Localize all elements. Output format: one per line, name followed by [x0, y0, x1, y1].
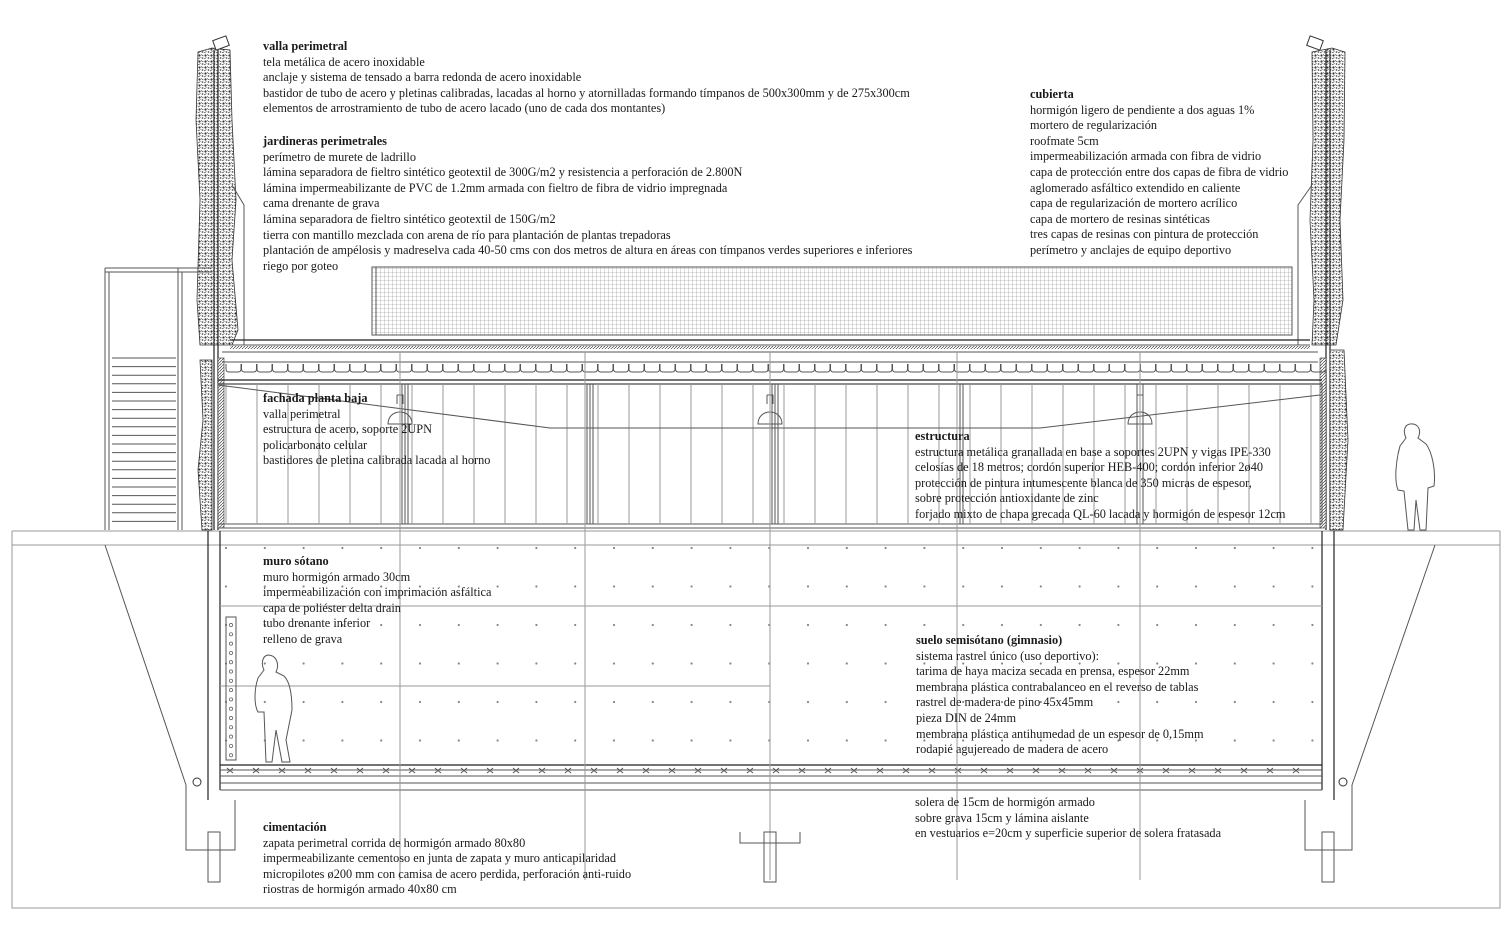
note-line: plantación de ampélosis y madreselva cada 40-50 cms con dos metros de altura en áreas con tímpanos verdes superiores e inferiores — [263, 243, 913, 258]
wall-tie-dot — [1001, 547, 1003, 549]
wall-bars — [226, 617, 236, 760]
deck-rib — [412, 364, 427, 372]
wall-tie-dot — [1311, 701, 1313, 703]
wall-tie-dot — [691, 662, 693, 664]
wall-tie-dot — [1311, 624, 1313, 626]
wall-tie-dot — [264, 701, 266, 703]
wall-tie-dot — [846, 624, 848, 626]
wall-tie-dot — [807, 547, 809, 549]
wall-tie-dot — [341, 701, 343, 703]
wall-tie-dot — [652, 585, 654, 587]
deck-rib — [691, 364, 706, 372]
deck-rib — [1218, 364, 1233, 372]
wall-tie-dot — [729, 701, 731, 703]
wall-tie-dot — [303, 701, 305, 703]
wall-bar-hole — [229, 670, 232, 673]
wall-tie-dot — [535, 624, 537, 626]
wall-tie-dot — [535, 585, 537, 587]
wall-tie-dot — [729, 662, 731, 664]
wall-tie-dot — [380, 701, 382, 703]
note-line: perímetro de murete de ladrillo — [263, 149, 416, 164]
wall-bar-hole — [229, 707, 232, 710]
wall-tie-dot — [574, 547, 576, 549]
deck-rib — [443, 364, 458, 372]
note-line: perímetro y anclajes de equipo deportivo — [1030, 242, 1232, 257]
wall-tie-dot — [574, 585, 576, 587]
deck-rib — [846, 364, 861, 372]
wall-bar-hole — [229, 623, 232, 626]
wall-tie-dot — [303, 739, 305, 741]
note-line: lámina separadora de fieltro sintético geotextil de 150G/m2 — [263, 211, 556, 226]
deck-rib — [970, 364, 985, 372]
wall-tie-dot — [613, 585, 615, 587]
wall-tie-dot — [419, 547, 421, 549]
wall-tie-dot — [574, 701, 576, 703]
wall-tie-dot — [497, 547, 499, 549]
wall-tie-dot — [652, 701, 654, 703]
wall-bar-hole — [229, 754, 232, 757]
wall-tie-dot — [885, 585, 887, 587]
note-line: impermeabilizante cementoso en junta de zapata y muro anticapilaridad — [263, 851, 617, 866]
wall-tie-dot — [458, 739, 460, 741]
wall-bar-hole — [229, 735, 232, 738]
wall-tie-dot — [1234, 662, 1236, 664]
wall-tie-dot — [652, 547, 654, 549]
note-line: anclaje y sistema de tensado a barra redonda de acero inoxidable — [263, 70, 582, 85]
wall-tie-dot — [1234, 624, 1236, 626]
deck-rib — [366, 364, 381, 372]
deck-rib — [1032, 364, 1047, 372]
note-line: rodapié agujereado de madera de acero — [916, 742, 1109, 757]
deck-rib — [304, 364, 319, 372]
note-line: cama drenante de grava — [263, 196, 380, 211]
wall-tie-dot — [574, 662, 576, 664]
wall-tie-dot — [1156, 547, 1158, 549]
wall-tie-dot — [729, 739, 731, 741]
deck-rib — [986, 364, 1001, 372]
note-line: roofmate 5cm — [1030, 133, 1099, 148]
wall-tie-dot — [691, 624, 693, 626]
roof-fence — [372, 267, 1292, 335]
deck-rib — [753, 364, 768, 372]
deck-rib — [722, 364, 737, 372]
wall-tie-dot — [1079, 547, 1081, 549]
deck-rib — [397, 364, 412, 372]
deck-rib — [490, 364, 505, 372]
note-valla-perimetral — [263, 39, 910, 117]
deck-rib — [1296, 364, 1311, 372]
wall-bar-hole — [229, 744, 232, 747]
wall-bar-hole — [229, 698, 232, 701]
wall-bar-hole — [229, 651, 232, 654]
note-title: cubierta — [1030, 87, 1074, 101]
wall-tie-dot — [264, 547, 266, 549]
wall-tie-dot — [303, 662, 305, 664]
wall-tie-dot — [846, 547, 848, 549]
note-line: protección de pintura intumescente blanca de 350 micras de espesor, — [915, 475, 1252, 490]
note-fachada-planta-baja — [263, 391, 490, 469]
note-cubierta — [1030, 87, 1288, 259]
deck-rib — [738, 364, 753, 372]
wall-tie-dot — [1040, 547, 1042, 549]
deck-rib — [1156, 364, 1171, 372]
spotlight-icon-left — [213, 36, 230, 50]
human-figure-upper-right — [1396, 424, 1435, 530]
deck-rib — [521, 364, 536, 372]
note-line: forjado mixto de chapa grecada QL-60 lacada y hormigón de espesor 12cm — [915, 506, 1286, 521]
wall-tie-dot — [419, 662, 421, 664]
note-suelo-semisotano — [916, 633, 1204, 758]
deck-rib — [350, 364, 365, 372]
wall-tie-dot — [1156, 585, 1158, 587]
wall-tie-dot — [1195, 585, 1197, 587]
note-line: tres capas de resinas con pintura de protección — [1030, 227, 1259, 242]
note-line: riego por goteo — [263, 258, 339, 273]
deck-rib — [660, 364, 675, 372]
wall-tie-dot — [807, 662, 809, 664]
wall-tie-dot — [458, 547, 460, 549]
note-muro-sotano — [263, 554, 491, 648]
wall-tie-dot — [962, 585, 964, 587]
deck-rib — [552, 364, 567, 372]
wall-tie-dot — [1273, 701, 1275, 703]
wall-tie-dot — [574, 624, 576, 626]
wall-tie-dot — [1079, 585, 1081, 587]
wall-bar-hole — [229, 661, 232, 664]
deck-rib — [1094, 364, 1109, 372]
note-jardineras-perimetrales — [263, 134, 912, 274]
wall-tie-dot — [962, 547, 964, 549]
deck-rib — [1141, 364, 1156, 372]
wall-tie-dot — [1273, 547, 1275, 549]
wall-tie-dot — [652, 662, 654, 664]
deck-rib — [1249, 364, 1264, 372]
deck-rib — [319, 364, 334, 372]
wall-tie-dot — [846, 701, 848, 703]
wall-tie-dot — [497, 662, 499, 664]
deck-rib — [831, 364, 846, 372]
wall-tie-dot — [1001, 624, 1003, 626]
wall-tie-dot — [885, 624, 887, 626]
wall-tie-dot — [1040, 624, 1042, 626]
wall-tie-dot — [1273, 662, 1275, 664]
deck-rib — [1234, 364, 1249, 372]
right-planter-wall — [1298, 36, 1348, 530]
wall-tie-dot — [613, 739, 615, 741]
wall-tie-dot — [535, 701, 537, 703]
wall-tie-dot — [1040, 585, 1042, 587]
deck-rib — [226, 364, 241, 372]
note-line: sobre grava 15cm y lámina aislante — [915, 810, 1089, 825]
deck-rib — [567, 364, 582, 372]
note-title: fachada planta baja — [263, 391, 368, 405]
note-line: estructura de acero, soporte 2UPN — [263, 422, 433, 437]
note-title: cimentación — [263, 820, 327, 834]
deck-rib — [645, 364, 660, 372]
note-title: jardineras perimetrales — [263, 134, 387, 148]
note-line: impermeabilización armada con fibra de vidrio — [1030, 149, 1262, 164]
note-cimentacion — [263, 820, 631, 898]
deck-rib — [1187, 364, 1202, 372]
deck-rib — [1172, 364, 1187, 372]
note-line: mortero de regularización — [1030, 118, 1158, 133]
deck-rib — [598, 364, 613, 372]
facade-column — [772, 384, 778, 524]
deck-rib — [707, 364, 722, 372]
wall-tie-dot — [807, 624, 809, 626]
deck-rib — [1017, 364, 1032, 372]
wall-tie-dot — [1234, 701, 1236, 703]
deck-rib — [862, 364, 877, 372]
note-line: tela metálica de acero inoxidable — [263, 54, 425, 69]
facade-column — [587, 384, 593, 524]
wall-tie-dot — [1117, 547, 1119, 549]
wall-tie-dot — [458, 662, 460, 664]
wall-bar-hole — [229, 633, 232, 636]
wall-bar-hole — [229, 689, 232, 692]
deck-rib — [769, 364, 784, 372]
note-line: policarbonato celular — [263, 437, 368, 452]
wall-tie-dot — [923, 624, 925, 626]
note-estructura — [915, 429, 1285, 523]
wall-tie-dot — [419, 701, 421, 703]
deck-rib — [273, 364, 288, 372]
deck-rib — [815, 364, 830, 372]
wall-tie-dot — [1311, 585, 1313, 587]
note-line: rastrel de madera de pino 45x45mm — [916, 695, 1094, 710]
deck-rib — [428, 364, 443, 372]
wall-tie-dot — [691, 585, 693, 587]
wall-tie-dot — [1234, 547, 1236, 549]
wall-tie-dot — [341, 739, 343, 741]
deck-rib — [1048, 364, 1063, 372]
note-line: membrana plástica antihumedad de un espesor de 0,15mm — [916, 726, 1204, 741]
deck-rib — [893, 364, 908, 372]
note-line: bastidores de pletina calibrada lacada al horno — [263, 453, 491, 468]
wall-tie-dot — [1156, 624, 1158, 626]
note-title: muro sótano — [263, 554, 329, 568]
left-planter-wall — [196, 36, 244, 530]
deck-rib — [939, 364, 954, 372]
wall-tie-dot — [535, 662, 537, 664]
wall-tie-dot — [846, 662, 848, 664]
note-line: capa de regularización de mortero acrílico — [1030, 196, 1238, 211]
wall-tie-dot — [652, 624, 654, 626]
wall-tie-dot — [458, 701, 460, 703]
note-line: en vestuarios e=20cm y superficie superior de solera fratasada — [915, 826, 1222, 841]
wall-tie-dot — [1079, 624, 1081, 626]
deck-rib — [1280, 364, 1295, 372]
note-line: bastidor de tubo de acero y pletinas calibradas, lacadas al horno y atornilladas formando tímpanos de 500x300mm y de 275x300cm — [263, 85, 910, 100]
wall-tie-dot — [613, 662, 615, 664]
deck-rib — [1079, 364, 1094, 372]
note-line: estructura metálica granallada en base a soportes 2UPN y vigas IPE-330 — [915, 444, 1271, 459]
wall-tie-dot — [613, 547, 615, 549]
wall-tie-dot — [923, 547, 925, 549]
wall-tie-dot — [341, 662, 343, 664]
deck-rib — [335, 364, 350, 372]
note-line: elementos de arrostramiento de tubo de acero lacado (uno de cada dos montantes) — [263, 101, 666, 116]
deck-rib — [536, 364, 551, 372]
note-line: riostras de hormigón armado 40x80 cm — [263, 882, 457, 897]
note-line: capa de mortero de resinas sintéticas — [1030, 211, 1210, 226]
note-line: sistema rastrel único (uso deportivo): — [916, 648, 1100, 663]
deck-rib — [924, 364, 939, 372]
deck-rib — [676, 364, 691, 372]
wall-tie-dot — [691, 547, 693, 549]
wall-tie-dot — [497, 585, 499, 587]
deck-rib — [459, 364, 474, 372]
wall-tie-dot — [1273, 624, 1275, 626]
wall-tie-dot — [303, 547, 305, 549]
wall-tie-dot — [885, 547, 887, 549]
wall-tie-dot — [341, 547, 343, 549]
wall-tie-dot — [729, 624, 731, 626]
wall-tie-dot — [380, 547, 382, 549]
wall-tie-dot — [807, 701, 809, 703]
deck-rib — [800, 364, 815, 372]
wall-tie-dot — [1234, 739, 1236, 741]
note-line: impermeabilización con imprimación asfáltica — [263, 585, 492, 600]
deck-rib — [288, 364, 303, 372]
wall-tie-dot — [846, 585, 848, 587]
wall-tie-dot — [1273, 585, 1275, 587]
left-staircase — [105, 268, 212, 530]
wall-tie-dot — [729, 547, 731, 549]
deck-rib — [614, 364, 629, 372]
note-solera — [915, 795, 1221, 842]
wall-tie-dot — [264, 662, 266, 664]
wall-tie-dot — [846, 739, 848, 741]
note-line: celosías de 18 metros; cordón superior HEB-400; cordón inferior 2ø40 — [915, 460, 1263, 475]
note-line: micropilotes ø200 mm con camisa de acero perdida, perforación anti-ruido — [263, 866, 632, 881]
wall-tie-dot — [1117, 624, 1119, 626]
wall-tie-dot — [613, 624, 615, 626]
note-line: valla perimetral — [263, 406, 341, 421]
note-title: suelo semisótano (gimnasio) — [916, 633, 1063, 647]
wall-bar-hole — [229, 716, 232, 719]
note-line: tierra con mantillo mezclada con arena de río para plantación de plantas trepadoras — [263, 227, 671, 242]
wall-tie-dot — [885, 662, 887, 664]
note-line: tarima de haya maciza secada en prensa, espesor 22mm — [916, 664, 1190, 679]
wall-tie-dot — [1311, 662, 1313, 664]
wall-bar-hole — [229, 726, 232, 729]
wall-tie-dot — [691, 701, 693, 703]
deck-rib — [877, 364, 892, 372]
note-line: lámina separadora de fieltro sintético geotextil de 300G/m2 y resistencia a perforación de 2.800N — [263, 165, 743, 180]
wall-tie-dot — [613, 701, 615, 703]
wall-tie-dot — [574, 739, 576, 741]
wall-tie-dot — [1273, 739, 1275, 741]
deck-rib — [1125, 364, 1140, 372]
note-line: aglomerado asfáltico extendido en caliente — [1030, 180, 1241, 195]
note-line: capa de poliéster delta drain — [263, 600, 401, 615]
note-line: muro hormigón armado 30cm — [263, 569, 411, 584]
wall-tie-dot — [885, 739, 887, 741]
wall-tie-dot — [1234, 585, 1236, 587]
deck-rib — [1110, 364, 1125, 372]
wall-tie-dot — [497, 624, 499, 626]
human-figure-basement — [255, 655, 292, 762]
deck-rib — [784, 364, 799, 372]
wall-tie-dot — [1117, 585, 1119, 587]
wall-bar-hole — [229, 642, 232, 645]
ground-frame — [12, 531, 1500, 908]
deck-rib — [629, 364, 644, 372]
wall-tie-dot — [1195, 547, 1197, 549]
wall-tie-dot — [535, 739, 537, 741]
wall-tie-dot — [225, 585, 227, 587]
deck-rib — [381, 364, 396, 372]
wall-tie-dot — [807, 585, 809, 587]
wall-tie-dot — [380, 739, 382, 741]
wall-tie-dot — [962, 624, 964, 626]
wall-tie-dot — [885, 701, 887, 703]
deck-rib — [1001, 364, 1016, 372]
wall-tie-dot — [691, 739, 693, 741]
spotlight-icon-right — [1307, 36, 1324, 50]
note-title: valla perimetral — [263, 39, 348, 53]
deck-rib — [908, 364, 923, 372]
roof-slab — [218, 340, 1326, 384]
note-line: tubo drenante inferior — [263, 616, 371, 631]
wall-bar-hole — [229, 679, 232, 682]
wall-tie-dot — [419, 739, 421, 741]
note-line: relleno de grava — [263, 631, 343, 646]
wall-tie-dot — [1311, 739, 1313, 741]
wall-tie-dot — [1195, 624, 1197, 626]
deck-rib — [505, 364, 520, 372]
note-line: lámina impermeabilizante de PVC de 1.2mm armada con fieltro de fibra de vidrio impregnada — [263, 180, 728, 195]
note-line: solera de 15cm de hormigón armado — [915, 795, 1095, 809]
wall-tie-dot — [497, 739, 499, 741]
note-title: estructura — [915, 429, 970, 443]
note-line: zapata perimetral corrida de hormigón armado 80x80 — [263, 835, 526, 850]
wall-tie-dot — [1001, 585, 1003, 587]
wall-tie-dot — [729, 585, 731, 587]
wall-tie-dot — [807, 739, 809, 741]
wall-tie-dot — [497, 701, 499, 703]
deck-rib — [1265, 364, 1280, 372]
wall-tie-dot — [652, 739, 654, 741]
deck-rib — [1203, 364, 1218, 372]
wall-tie-dot — [535, 547, 537, 549]
deck-rib — [1063, 364, 1078, 372]
wall-tie-dot — [380, 662, 382, 664]
note-line: capa de protección entre dos capas de fibra de vidrio — [1030, 164, 1289, 179]
wall-tie-dot — [1311, 547, 1313, 549]
note-line: pieza DIN de 24mm — [916, 710, 1017, 725]
wall-tie-dot — [225, 547, 227, 549]
note-line: sobre protección antioxidante de zinc — [915, 491, 1099, 506]
note-line: hormigón ligero de pendiente a dos aguas 1% — [1030, 102, 1255, 117]
deck-rib — [474, 364, 489, 372]
deck-rib — [257, 364, 272, 372]
wall-tie-dot — [923, 585, 925, 587]
deck-rib — [242, 364, 257, 372]
note-line: membrana plástica contrabalanceo en el reverso de tablas — [916, 679, 1199, 694]
